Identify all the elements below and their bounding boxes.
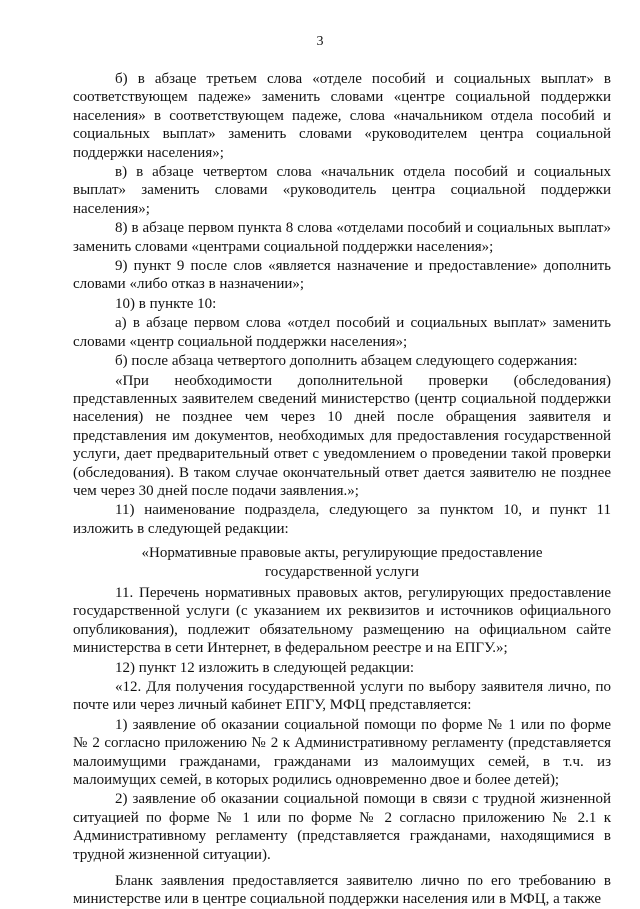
paragraph: 1) заявление об оказании социальной помощи по форме № 1 или по форме № 2 согласно приложению № 2 к Административному регламенту (представляется малоимущими гражданами, гражданами из малоимущих семей, в т.ч. из малоимущих семей, в которых родились одновременно двое и более детей); bbox=[73, 716, 611, 789]
paragraph: «При необходимости дополнительной проверки (обследования) представленных заявителем сведений министерство (центр социальной поддержки населения) не позднее чем через 10 дней после обращения заявителя и представления им документов, необходимых для предоставления государственной услуги, дает предварительный ответ с уведомлением о проведении такой проверки (обследования). В таком случае окончательный ответ дается заявителю не позднее чем через 30 дней после подачи заявления.»; bbox=[73, 372, 611, 499]
paragraph: а) в абзаце первом слова «отдел пособий и социальных выплат» заменить словами «центр социальной поддержки населения»; bbox=[73, 315, 611, 350]
paragraph: 9) пункт 9 после слов «является назначение и предоставление» дополнить словами «либо отказ в назначении»; bbox=[73, 258, 611, 293]
section-heading-line2: государственной услуги bbox=[265, 563, 419, 580]
paragraph: 8) в абзаце первом пункта 8 слова «отделами пособий и социальных выплат» заменить словами «центрами социальной поддержки населения»; bbox=[73, 220, 611, 255]
paragraph: 11) наименование подраздела, следующего за пунктом 10, и пункт 11 изложить в следующей редакции: bbox=[73, 502, 611, 537]
paragraph: Бланк заявления предоставляется заявителю лично по его требованию в министерстве или в центре социальной поддержки населения или в МФЦ, а также bbox=[73, 873, 611, 908]
paragraph: 2) заявление об оказании социальной помощи в связи с трудной жизненной ситуацией по форме № 1 или по форме № 2 согласно приложению № 2.1 к Административному регламенту (представляется гражданами, находящимися в трудной жизненной ситуации). bbox=[73, 791, 611, 863]
section-heading-line1: «Нормативные правовые акты, регулирующие предоставление bbox=[141, 545, 543, 562]
paragraph: «12. Для получения государственной услуги по выбору заявителя лично, по почте или через личный кабинет ЕПГУ, МФЦ представляется: bbox=[73, 679, 611, 714]
paragraph: 11. Перечень нормативных правовых актов, регулирующих предоставление государственной услуги (с указанием их реквизитов и источников официального опубликования), подлежит обязательному размещению на официальном сайте министерства в сети Интернет, в федеральном реестре и на ЕПГУ.»; bbox=[73, 584, 611, 657]
paragraph: в) в абзаце четвертом слова «начальник отдела пособий и социальных выплат» заменить словами «руководитель центра социальной поддержки населения»; bbox=[73, 164, 611, 217]
paragraph: 12) пункт 12 изложить в следующей редакции: bbox=[115, 659, 415, 676]
paragraph: б) в абзаце третьем слова «отделе пособий и социальных выплат» в соответствующем падеже» заменить словами «центре социальной поддержки населения» в соответствующем падеже, слова «начальником отдела пособий и социальных выплат» заменить словами «руководителем центра социальной поддержки населения»; bbox=[73, 71, 611, 161]
page-number: 3 bbox=[316, 34, 324, 49]
paragraph: 10) в пункте 10: bbox=[115, 295, 217, 312]
document-body bbox=[73, 70, 611, 909]
paragraph: б) после абзаца четвертого дополнить абзацем следующего содержания: bbox=[115, 353, 578, 370]
